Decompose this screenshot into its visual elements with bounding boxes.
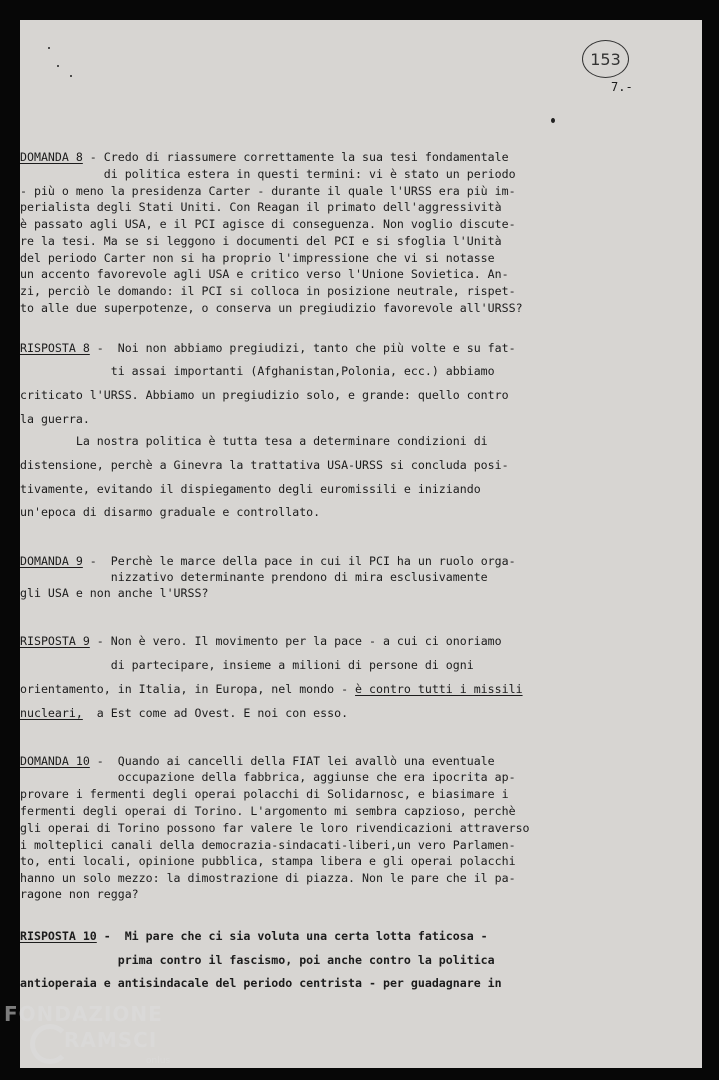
risposta-9-line-3-text: orientamento, in Italia, in Europa, nel mondo -: [20, 682, 356, 696]
ink-mark: [551, 118, 555, 123]
domanda-9-label: DOMANDA 9: [20, 554, 83, 568]
domanda-8-line: è passato agli USA, e il PCI agisce di conseguenza. Non voglio discute-: [20, 217, 516, 231]
domanda-8-line-1: [20, 150, 702, 164]
domanda-10-line-1-rest: - Quando ai cancelli della FIAT lei avallò una eventuale: [89, 754, 495, 768]
page-number: 7.-: [611, 80, 633, 94]
watermark-line-3: onlus: [146, 1056, 171, 1066]
domanda-8-line: to alle due superpotenze, o conserva un pregiudizio favorevole all'URSS?: [20, 301, 523, 315]
domanda-10-line: to, enti locali, opinione pubblica, stampa libera e gli operai polacchi: [20, 854, 516, 868]
ink-mark: [57, 65, 59, 67]
domanda-10-line: provare i fermenti degli operai polacchi di Solidarnosc, e biasimare i: [20, 787, 509, 801]
domanda-10-line: ragone non regga?: [20, 887, 139, 901]
ink-mark: [48, 47, 50, 49]
fondazione-gramsci-watermark: [4, 1000, 194, 1080]
risposta-9-underlined-text: è contro tutti i missili: [355, 682, 523, 696]
domanda-10-line: i molteplici canali della democrazia-sindacati-liberi,un vero Parlamen-: [20, 838, 516, 852]
domanda-8-line: - più o meno la presidenza Carter - durante il quale l'URSS era più im-: [20, 184, 516, 198]
domanda-8-label: DOMANDA 8: [20, 150, 83, 164]
risposta-10-line-1-rest: - Mi pare che ci sia voluta una certa lotta faticosa -: [96, 929, 488, 943]
risposta-8-line: ti assai importanti (Afghanistan,Polonia, ecc.) abbiamo: [20, 364, 495, 378]
risposta-9-label: RISPOSTA 9: [20, 634, 90, 648]
watermark-line-1: FONDAZIONE: [4, 1002, 163, 1026]
risposta-8-line: tivamente, evitando il dispiegamento degli euromissili e iniziando: [20, 482, 481, 496]
domanda-9-line: gli USA e non anche l'URSS?: [20, 586, 209, 600]
risposta-9-line-4: [20, 706, 702, 720]
risposta-10-line: prima contro il fascismo, poi anche contro la politica: [20, 953, 495, 967]
risposta-8-line: un'epoca di disarmo graduale e controllato.: [20, 505, 321, 519]
risposta-10-label: RISPOSTA 10: [20, 929, 97, 943]
risposta-8-line: criticato l'URSS. Abbiamo un pregiudizio solo, e grande: quello contro: [20, 388, 509, 402]
risposta-9-line-3: [20, 682, 702, 696]
risposta-10-line-1: [20, 929, 702, 943]
risposta-9-line: di partecipare, insieme a milioni di persone di ogni: [20, 658, 474, 672]
domanda-9-line-1-rest: - Perchè le marce della pace in cui il PCI ha un ruolo orga-: [82, 554, 516, 568]
domanda-9-line: nizzativo determinante prendono di mira esclusivamente: [20, 570, 488, 584]
domanda-10-label: DOMANDA 10: [20, 754, 90, 768]
domanda-8-line: perialista degli Stati Uniti. Con Reagan il primato dell'aggressività: [20, 200, 502, 214]
watermark-line-2: RAMSCI: [64, 1028, 158, 1052]
risposta-8-line-1: [20, 341, 702, 355]
risposta-9-line-4-text: a Est come ad Ovest. E noi con esso.: [82, 706, 349, 720]
domanda-10-line: hanno un solo mezzo: la dimostrazione di piazza. Non le pare che il pa-: [20, 871, 516, 885]
domanda-8-line: re la tesi. Ma se si leggono i documenti del PCI e si sfoglia l'Unità: [20, 234, 502, 248]
risposta-10-line: antioperaia e antisindacale del periodo centrista - per guadagnare in: [20, 976, 502, 990]
domanda-8-line: del periodo Carter non si ha proprio l'impressione che vi si notasse: [20, 251, 495, 265]
ink-mark: [70, 75, 72, 77]
risposta-8-line: distensione, perchè a Ginevra la trattativa USA-URSS si concluda posi-: [20, 458, 509, 472]
domanda-10-line: fermenti degli operai di Torino. L'argomento mi sembra capzioso, perchè: [20, 804, 516, 818]
domanda-8-line: zi, perciò le domando: il PCI si colloca in posizione neutrale, rispet-: [20, 284, 516, 298]
domanda-8-line: un accento favorevole agli USA e critico verso l'Unione Sovietica. An-: [20, 267, 509, 281]
risposta-9-line-1-rest: - Non è vero. Il movimento per la pace - a cui ci onoriamo: [89, 634, 502, 648]
domanda-8-line-1-rest: - Credo di riassumere correttamente la sua tesi fondamentale: [82, 150, 509, 164]
risposta-9-line-1: [20, 634, 702, 648]
risposta-8-line-1-rest: - Noi non abbiamo pregiudizi, tanto che più volte e su fat-: [89, 341, 516, 355]
handwritten-page-annotation: 153: [582, 40, 629, 78]
domanda-10-line-1: [20, 754, 702, 768]
domanda-8-line: di politica estera in questi termini: vi è stato un periodo: [20, 167, 516, 181]
domanda-9-line-1: [20, 554, 702, 568]
risposta-8-label: RISPOSTA 8: [20, 341, 90, 355]
risposta-9-underlined-text: nucleari,: [20, 706, 83, 720]
risposta-8-line: la guerra.: [20, 412, 90, 426]
domanda-10-line: gli operai di Torino possono far valere le loro rivendicazioni attraverso: [20, 821, 530, 835]
risposta-8-line: La nostra politica è tutta tesa a determinare condizioni di: [20, 434, 488, 448]
document-page: [20, 20, 702, 1068]
domanda-10-line: occupazione della fabbrica, aggiunse che era ipocrita ap-: [20, 770, 516, 784]
